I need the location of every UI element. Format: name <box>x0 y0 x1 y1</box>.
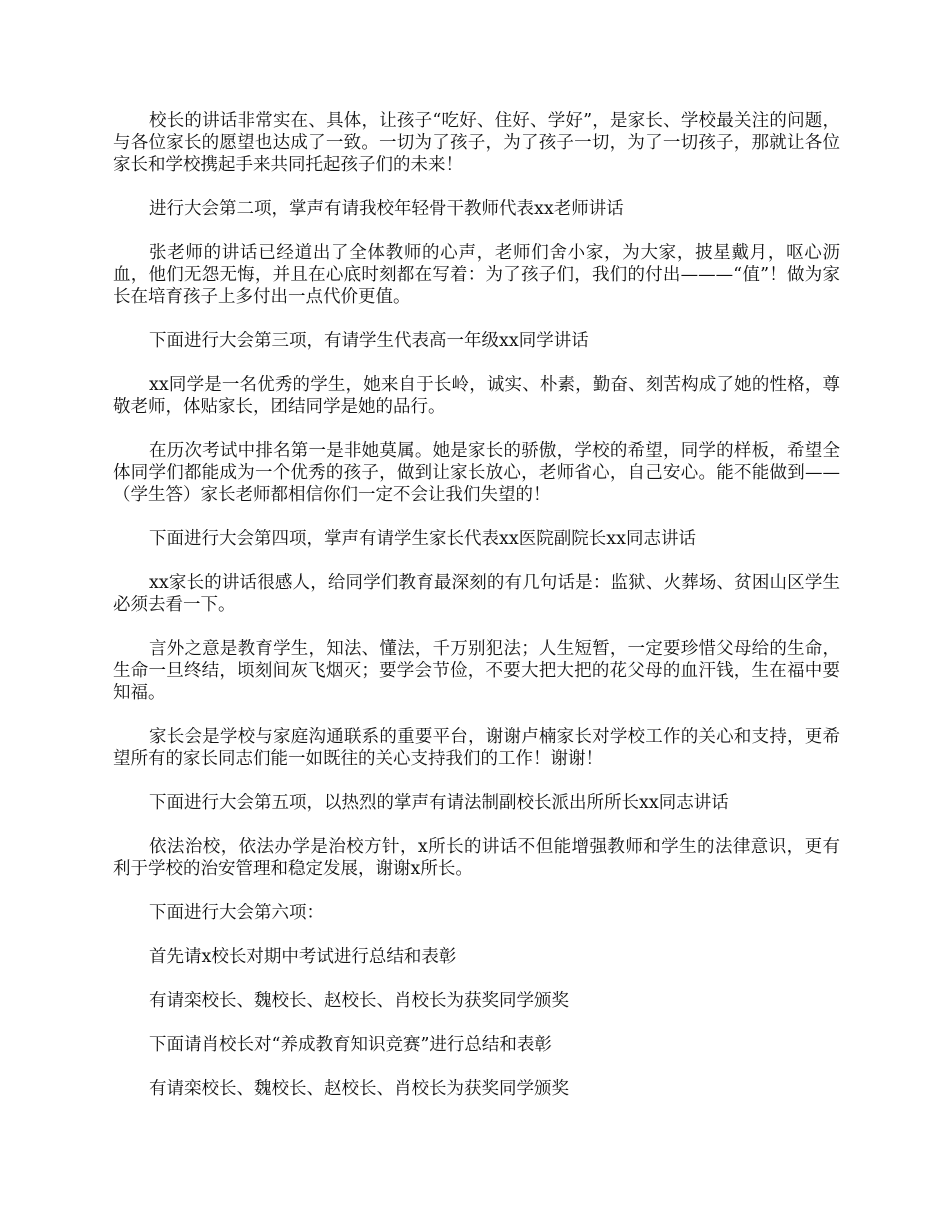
document-body <box>113 110 840 1122</box>
paragraph-14: 首先请x校长对期中考试进行总结和表彰 <box>149 947 457 967</box>
paragraph-1: 校长的讲话非常实在、具体，让孩子“吃好、住好、学好”，是家长、学校最关注的问题，与各位家长的愿望也达成了一致。一切为了孩子，为了孩子一切，为了一切孩子，那就让各位家长和学校携起手来共同托起孩子们的未来！ <box>113 111 840 175</box>
paragraph-12: 依法治校，依法办学是治校方针，x所长的讲话不但能增强教师和学生的法律意识，更有利于学校的治安管理和稳定发展，谢谢x所长。 <box>113 837 840 879</box>
paragraph-6: 在历次考试中排名第一是非她莫属。她是家长的骄傲，学校的希望，同学的样板，希望全体同学们都能成为一个优秀的孩子，做到让家长放心，老师省心，自己安心。能不能做到——（学生答）家长老师都相信你们一定不会让我们失望的！ <box>113 441 840 505</box>
paragraph-3: 张老师的讲话已经道出了全体教师的心声，老师们舍小家，为大家，披星戴月，呕心沥血，他们无怨无悔，并且在心底时刻都在写着：为了孩子们，我们的付出———“值”！做为家长在培育孩子上多付出一点代价更值。 <box>113 243 840 307</box>
paragraph-9: 言外之意是教育学生，知法、懂法，千万别犯法；人生短暂，一定要珍惜父母给的生命，生命一旦终结，顷刻间灰飞烟灭；要学会节俭，不要大把大把的花父母的血汗钱，生在福中要知福。 <box>113 639 840 703</box>
paragraph-4: 下面进行大会第三项，有请学生代表高一年级xx同学讲话 <box>149 331 589 351</box>
paragraph-11: 下面进行大会第五项，以热烈的掌声有请法制副校长派出所所长xx同志讲话 <box>149 793 729 813</box>
paragraph-16: 下面请肖校长对“养成教育知识竞赛”进行总结和表彰 <box>149 1035 552 1055</box>
paragraph-15: 有请栾校长、魏校长、赵校长、肖校长为获奖同学颁奖 <box>149 991 569 1011</box>
paragraph-17: 有请栾校长、魏校长、赵校长、肖校长为获奖同学颁奖 <box>149 1079 569 1099</box>
paragraph-10: 家长会是学校与家庭沟通联系的重要平台，谢谢卢楠家长对学校工作的关心和支持，更希望所有的家长同志们能一如既往的关心支持我们的工作！谢谢！ <box>113 727 840 769</box>
paragraph-7: 下面进行大会第四项，掌声有请学生家长代表xx医院副院长xx同志讲话 <box>149 529 696 549</box>
paragraph-8: xx家长的讲话很感人，给同学们教育最深刻的有几句话是：监狱、火葬场、贫困山区学生必须去看一下。 <box>113 573 840 615</box>
paragraph-13: 下面进行大会第六项： <box>149 903 324 923</box>
paragraph-5: xx同学是一名优秀的学生，她来自于长岭，诚实、朴素，勤奋、刻苦构成了她的性格，尊敬老师，体贴家长，团结同学是她的品行。 <box>113 375 840 417</box>
paragraph-2: 进行大会第二项，掌声有请我校年轻骨干教师代表xx老师讲话 <box>149 199 624 219</box>
